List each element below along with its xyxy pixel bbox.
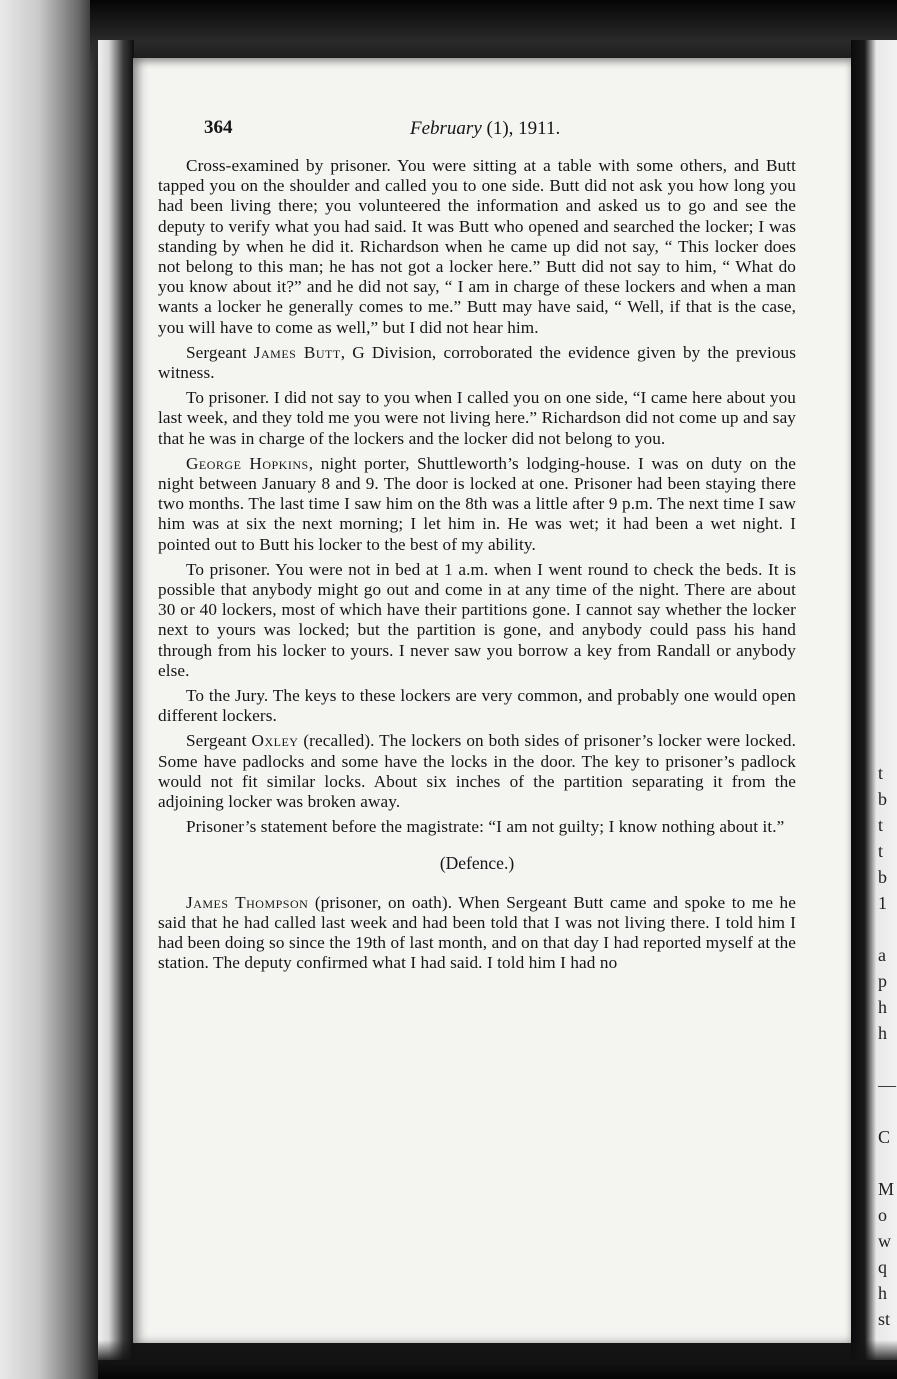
witness-name: James Thompson bbox=[186, 892, 309, 912]
paragraph-text: (recalled). The lockers on both sides of prisoner’s locker were locked. Some have padlocks and some have the locks in the door. The key to prisoner’s padlock would not fit similar locks. About six inches of the partition separating it from the adjoining locker was broken away. bbox=[158, 731, 796, 812]
running-head-date bbox=[410, 119, 560, 139]
paragraph-text: , G Division, corroborated the evidence given by the previous witness. bbox=[158, 342, 796, 383]
paragraph-text: Cross-examined by prisoner. You were sitting at a table with some others, and Butt tapped you on the shoulder and called you to one side. Butt did not ask you how long you had been living there; you volunteered the information and asked us to go and see the deputy to verify what you had said. It was Butt who opened and searched the locker; I was standing by when he did it. Richardson when he came up did not say, “ This locker does not belong to this man; he has not got a locker here.” Butt did not say to him, “ What do you know about it?” and he did not say, “ I am in charge of these lockers and when a man wants a locker he generally comes to me.” Butt may have said, “ Well, if that is the case, you will have to come as well,” but I did not hear him. bbox=[158, 156, 796, 337]
paragraph-prisoner-statement bbox=[158, 817, 796, 837]
running-head bbox=[158, 118, 796, 146]
running-head-day-year: (1), 1911. bbox=[481, 118, 561, 139]
paragraph-text: To prisoner. You were not in bed at 1 a.m. when I went round to check the beds. It is possible that anybody might go out and come in at any time of the night. There are about 30 or 40 lockers, most of which have their partitions gone. I cannot say whether the locker next to yours was locked; but the partition is gone, and anybody could pass his hand through from his locker to yours. I never saw you borrow a key from Randall or anybody else. bbox=[158, 559, 796, 680]
witness-name: George Hopkins bbox=[186, 453, 309, 473]
page-content bbox=[158, 118, 796, 979]
scan-left-margin bbox=[0, 0, 98, 1379]
paragraph-lead: Sergeant bbox=[186, 342, 254, 362]
paragraph-to-prisoner-2 bbox=[158, 560, 796, 681]
page-number: 364 bbox=[204, 117, 233, 138]
paragraph-sergeant-butt bbox=[158, 343, 796, 383]
witness-name: James Butt bbox=[253, 342, 341, 362]
witness-name: Oxley bbox=[251, 731, 299, 751]
paragraph-sergeant-oxley bbox=[158, 731, 796, 812]
section-heading-defence: (Defence.) bbox=[439, 852, 515, 873]
paragraph-text: Prisoner’s statement before the magistrate: “I am not guilty; I know nothing about it.” bbox=[186, 817, 785, 837]
paragraph-to-prisoner-1 bbox=[158, 388, 796, 449]
scan-bottom-shadow bbox=[98, 1340, 897, 1379]
paragraph-george-hopkins bbox=[158, 454, 796, 555]
book-spine bbox=[98, 40, 134, 1360]
facing-page-fragment: t b t t b 1 a p h h — C M o w q h st bbox=[878, 763, 896, 1329]
paragraph-text: To the Jury. The keys to these lockers are very common, and probably one would open different lockers. bbox=[158, 686, 796, 726]
paragraph-lead: Sergeant bbox=[186, 731, 252, 751]
paragraph-text: , night porter, Shuttleworth’s lodging-house. I was on duty on the night between January 8 and 9. The door is locked at one. Prisoner had been staying there two months. The last time I saw him on the 8th was a little after 9 p.m. The next time I saw him was at six the next morning; I let him in. He was wet; it had been a wet night. I pointed out to Butt his locker to the best of my ability. bbox=[158, 453, 796, 554]
paragraph-text: To prisoner. I did not say to you when I called you on one side, “I came here about you last week, and they told me you were not living here.” Richardson did not come up and say that he was in charge of the lockers and the locker did not belong to you. bbox=[158, 388, 796, 448]
running-head-month: February bbox=[410, 118, 482, 139]
paragraph-to-jury bbox=[158, 686, 796, 726]
paragraph-text: (prisoner, on oath). When Sergeant Butt came and spoke to me he said that he had called last week and had been told that I was not living there. I told him I had been doing so since the 19th of last month, and on that day I had reported myself at the station. The deputy confirmed what I had said. I told him I had no bbox=[158, 892, 796, 973]
paragraph-james-thompson bbox=[158, 893, 796, 974]
paragraph-cross-examination bbox=[158, 156, 796, 338]
